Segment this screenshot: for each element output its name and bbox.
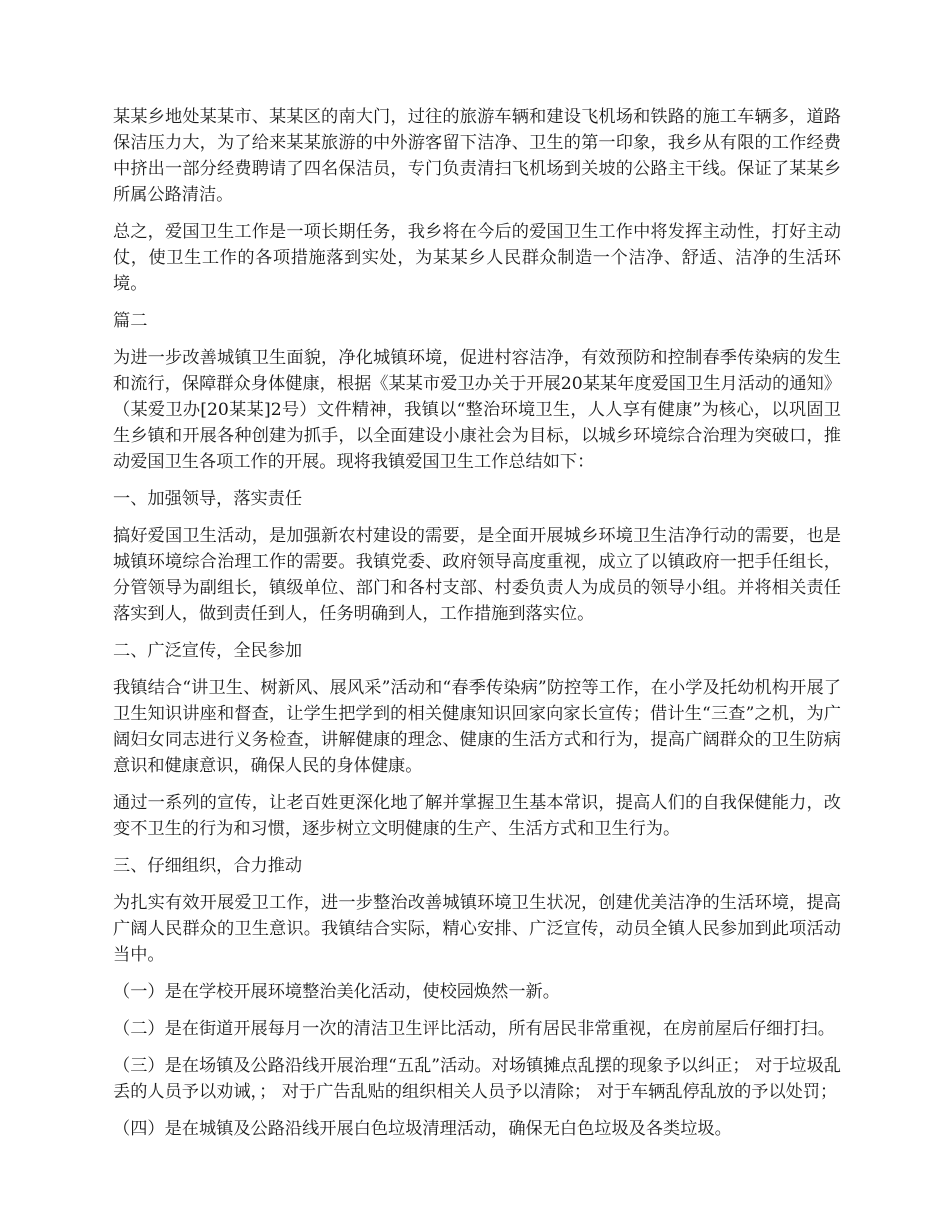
heading-two-publicity: 二、广泛宣传，全民参加 <box>113 641 303 661</box>
paragraph-part-two-intro: 为进一步改善城镇卫生面貌，净化城镇环境，促进村容洁净，有效预防和控制春季传染病的发生和流行，保障群众身体健康，根据《某某市爱卫办关于开展20某某年度爱国卫生月活动的通知》（某爱卫办[20某某]2号）文件精神，我镇以“整治环境卫生，人人享有健康”为核心，以巩固卫生乡镇和开展各种创建为抓手，以全面建设小康社会为目标，以城乡环境综合治理为突破口，推动爱国卫生各项工作的开展。现将我镇爱国卫生工作总结如下： <box>113 348 841 472</box>
list-item-1-schools: （一）是在学校开展环境整治美化活动，使校园焕然一新。 <box>113 982 560 1002</box>
document-page <box>113 104 841 1153</box>
list-item-4-white-garbage: （四）是在城镇及公路沿线开展白色垃圾清理活动，确保无白色垃圾及各类垃圾。 <box>113 1119 732 1139</box>
paragraph-organization: 为扎实有效开展爱卫工作，进一步整治改善城镇环境卫生状况，创建优美洁净的生活环境，提高广阔人民群众的卫生意识。我镇结合实际，精心安排、广泛宣传，动员全镇人民参加到此项活动当中。 <box>113 893 841 965</box>
section-heading-part-two: 篇二 <box>113 311 148 331</box>
paragraph-leadership: 搞好爱国卫生活动，是加强新农村建设的需要，是全面开展城乡环境卫生洁净行动的需要，也是城镇环境综合治理工作的需要。我镇党委、政府领导高度重视，成立了以镇政府一把手任组长，分管领导为副组长，镇级单位、部门和各村支部、村委负责人为成员的领导小组。并将相关责任落实到人，做到责任到人，任务明确到人，工作措施到落实位。 <box>113 526 841 624</box>
list-item-2-streets: （二）是在街道开展每月一次的清洁卫生评比活动，所有居民非常重视，在房前屋后仔细打扫。 <box>113 1019 835 1039</box>
list-item-3-five-chaos: （三）是在场镇及公路沿线开展治理“五乱”活动。对场镇摊点乱摆的现象予以纠正； 对于垃圾乱丢的人员予以劝诫，； 对于广告乱贴的组织相关人员予以清除； 对于车辆乱停乱放的予以处罚； <box>113 1056 841 1102</box>
heading-one-leadership: 一、加强领导，落实责任 <box>113 489 303 509</box>
paragraph-conclusion: 总之，爱国卫生工作是一项长期任务，我乡将在今后的爱国卫生工作中将发挥主动性，打好主动仗，使卫生工作的各项措施落到实处，为某某乡人民群众制造一个洁净、舒适、洁净的生活环境。 <box>113 222 841 294</box>
paragraph-publicity-results: 通过一系列的宣传，让老百姓更深化地了解并掌握卫生基本常识，提高人们的自我保健能力，改变不卫生的行为和习惯，逐步树立文明健康的生产、生活方式和卫生行为。 <box>113 793 841 839</box>
paragraph-intro-road-cleaning: 某某乡地处某某市、某某区的南大门，过往的旅游车辆和建设飞机场和铁路的施工车辆多，道路保洁压力大，为了给来某某旅游的中外游客留下洁净、卫生的第一印象，我乡从有限的工作经费中挤出一部分经费聘请了四名保洁员，专门负责清扫飞机场到关坡的公路主干线。保证了某某乡所属公路清洁。 <box>113 107 841 205</box>
heading-three-organization: 三、仔细组织，合力推动 <box>113 856 303 876</box>
paragraph-publicity: 我镇结合“讲卫生、树新风、展风采”活动和“春季传染病”防控等工作，在小学及托幼机构开展了卫生知识讲座和督查，让学生把学到的相关健康知识回家向家长宣传；借计生“三查”之机，为广阔妇女同志进行义务检查，讲解健康的理念、健康的生活方式和行为，提高广阔群众的卫生防病意识和健康意识，确保人民的身体健康。 <box>113 678 841 776</box>
